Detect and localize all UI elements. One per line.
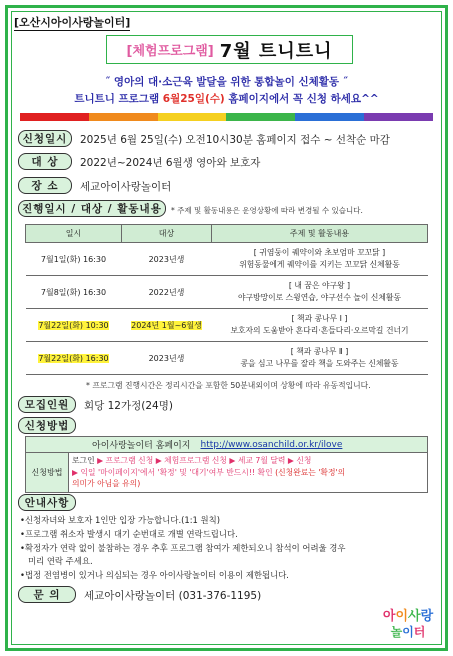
schedule-header-target: 대상 — [122, 225, 212, 243]
schedule-target: 2024년 1월~6월생 — [122, 309, 212, 342]
rainbow-divider — [20, 113, 433, 121]
logo-text-top: 아이사랑 — [382, 609, 434, 624]
procedure-line-3: 의미가 아님을 유의) — [72, 479, 141, 488]
recruit-value: 회당 12가정(24명) — [84, 400, 173, 412]
recruit-label: 모집인원 — [18, 396, 76, 413]
schedule-header-row — [26, 225, 428, 243]
procedure-note-a: (신청완료는 '확정'의 — [272, 467, 346, 477]
guide-item-4: 미리 연락 주세요. — [28, 556, 93, 566]
schedule-row — [26, 342, 428, 375]
ilove-logo — [372, 604, 444, 642]
schedule-footnote: * 프로그램 진행시간은 정리시간을 포함한 50분내외이며 상황에 따라 유동적입니다. — [86, 381, 371, 390]
schedule-date: 7월8일(화) 16:30 — [26, 276, 122, 309]
schedule-note: * 주제 및 활동내용은 운영상황에 따라 변경될 수 있습니다. — [171, 206, 363, 215]
rainbow-segment — [295, 113, 364, 121]
title-box — [106, 35, 353, 64]
org-tag: [오산시아이사랑놀이터] — [14, 16, 131, 29]
schedule-activity — [212, 309, 428, 342]
intro-line-2-date: 6월25일(수) — [162, 93, 225, 105]
schedule-topic: [ 귀염둥이 퀘약이와 초보엄마 꼬꼬닭 ] — [253, 248, 386, 257]
procedure-line-2 — [72, 467, 424, 479]
schedule-date: 7월22일(화) 10:30 — [26, 309, 122, 342]
guide-item-2: •프로그램 취소자 발생시 대기 순번대로 개별 연락드립니다. — [20, 529, 238, 539]
procedure-label: 신청방법 — [18, 417, 76, 434]
target-value: 2022년~2024년 6월생 영아와 보호자 — [80, 157, 261, 169]
procedure-login: 로그인 — [72, 456, 98, 465]
place-value: 세교아이사랑놀이터 — [80, 181, 172, 193]
intro-line-2-c: 홈페이지에서 꼭 신청 하세요^^ — [224, 93, 379, 105]
schedule-table — [25, 224, 428, 375]
schedule-label: 진행일시 / 대상 / 활동내용 — [18, 200, 166, 217]
guide-label: 안내사항 — [18, 494, 76, 511]
procedure-line-1 — [72, 455, 424, 467]
homepage-link[interactable]: http://www.osanchild.or.kr/ilove — [200, 439, 343, 450]
contact-value: 세교아이사랑놀이터 (031-376-1195) — [84, 590, 262, 602]
schedule-topic: [ 내 꿈은 야구왕 ] — [288, 281, 351, 290]
schedule-activity — [212, 243, 428, 276]
apply-date-value: 2025년 6월 25일(수) 오전10시30분 홈페이지 접수 ~ 선착순 마감 — [80, 134, 390, 146]
guide-item-5: •법정 전염병이 있거나 의심되는 경우 아이사랑놀이터 이용이 제한됩니다. — [20, 570, 289, 580]
schedule-date: 7월22일(화) 16:30 — [26, 342, 122, 375]
target-label: 대 상 — [18, 153, 72, 170]
place-label: 장 소 — [18, 177, 72, 194]
schedule-target: 2023년생 — [122, 342, 212, 375]
schedule-header-activity: 주제 및 활동내용 — [212, 225, 428, 243]
apply-date-label: 신청일시 — [18, 130, 72, 147]
homepage-label: 아이사랑놀이터 홈페이지 — [92, 441, 191, 451]
guide-item-3: •확정자가 연락 없이 불참하는 경우 추후 프로그램 참여가 제한되오니 참석이 어려울 경우 — [20, 543, 346, 553]
intro-line-1: ˝ 영아의 대·소근육 발달을 위한 통합놀이 신체활동 ˝ — [105, 76, 348, 88]
intro-line-2 — [0, 91, 453, 106]
rainbow-segment — [158, 113, 227, 121]
procedure-url-row — [26, 437, 427, 453]
schedule-desc: 야구방망이로 스윙연습, 야구선수 놀이 신체활동 — [237, 293, 402, 302]
rainbow-segment — [226, 113, 295, 121]
schedule-activity — [212, 342, 428, 375]
schedule-target: 2022년생 — [122, 276, 212, 309]
schedule-desc: 위험동물에게 퀘약이를 지키는 꼬꼬닭 신체활동 — [239, 260, 400, 269]
guide-item-1: •신청자녀와 보호자 1인만 입장 가능합니다.(1:1 원칙) — [20, 515, 220, 525]
procedure-row-label: 신청방법 — [26, 453, 69, 492]
schedule-desc: 보호자의 도움받아 흔다리·흔들다리·오르막길 건너기 — [230, 326, 409, 335]
procedure-confirm: ▶ 익일 '마이페이지'에서 '확정' 및 '대기'여부 반드시!! 확인 — [72, 467, 273, 477]
title-prefix: [체험프로그램] — [126, 44, 214, 59]
schedule-activity — [212, 276, 428, 309]
schedule-row — [26, 243, 428, 276]
schedule-desc: 콩을 심고 나무를 잘라 책을 도와주는 신체활동 — [240, 359, 399, 368]
schedule-topic: [ 책과 콩나무 Ⅱ ] — [290, 347, 349, 356]
procedure-steps-row — [26, 453, 427, 492]
procedure-box — [25, 436, 428, 493]
rainbow-segment — [364, 113, 433, 121]
contact-label: 문 의 — [18, 586, 76, 603]
schedule-target: 2023년생 — [122, 243, 212, 276]
logo-text-bottom: 놀이터 — [390, 625, 426, 639]
schedule-topic: [ 책과 콩나무 Ⅰ ] — [291, 314, 348, 323]
schedule-header-date: 일시 — [26, 225, 122, 243]
schedule-row — [26, 276, 428, 309]
schedule-date: 7월1일(화) 16:30 — [26, 243, 122, 276]
schedule-row — [26, 309, 428, 342]
procedure-steps — [69, 453, 427, 492]
intro-line-2-a: 트니트니 프로그램 — [74, 93, 163, 105]
procedure-path: ▶ 프로그램 신청 ▶ 체험프로그램 신청 ▶ 세교 7월 달력 ▶ 신청 — [97, 456, 312, 465]
rainbow-segment — [89, 113, 158, 121]
rainbow-segment — [20, 113, 89, 121]
title-main: 7월 트니트니 — [219, 40, 333, 62]
